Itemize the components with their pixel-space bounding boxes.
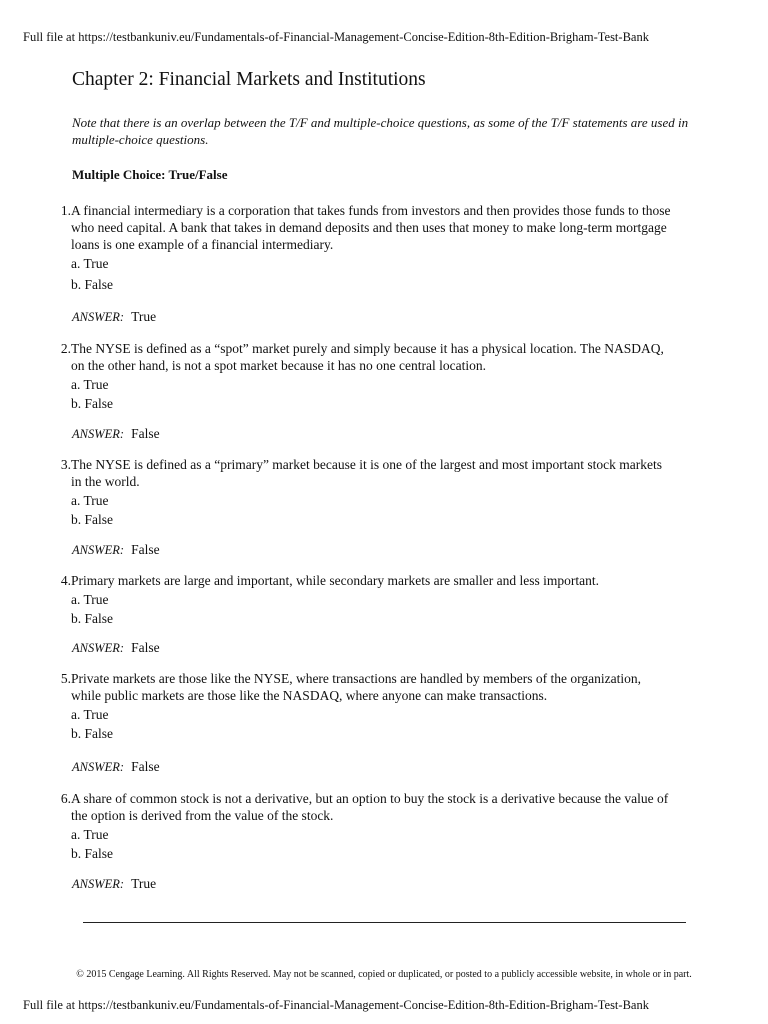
chapter-title: Chapter 2: Financial Markets and Institutions <box>72 69 426 90</box>
answer-label: ANSWER: <box>72 760 125 774</box>
option-true: a. True <box>71 707 109 722</box>
option-false: b. False <box>71 512 113 527</box>
option-false: b. False <box>71 846 113 861</box>
answer-1 <box>72 309 156 325</box>
question-6 <box>51 790 701 862</box>
answer-2 <box>72 426 160 442</box>
question-line: A financial intermediary is a corporation that takes funds from investors and then provides those funds to those <box>71 203 671 218</box>
answer-value: False <box>131 426 160 441</box>
answer-label: ANSWER: <box>72 641 125 655</box>
question-number: 4. <box>60 573 71 588</box>
option-true: a. True <box>71 493 109 508</box>
answer-value: False <box>131 759 160 774</box>
option-false: b. False <box>71 277 113 292</box>
question-number: 1. <box>60 203 71 218</box>
option-false: b. False <box>71 396 113 411</box>
question-4 <box>51 572 701 627</box>
answer-value: True <box>131 876 157 891</box>
answer-5 <box>72 759 160 775</box>
answer-label: ANSWER: <box>72 427 125 441</box>
question-1 <box>51 202 701 293</box>
question-text <box>71 572 701 589</box>
question-3 <box>51 456 701 528</box>
answer-value: True <box>131 309 157 324</box>
question-number: 2. <box>60 341 71 356</box>
question-text <box>71 340 701 374</box>
answer-label: ANSWER: <box>72 543 125 557</box>
answer-4 <box>72 640 160 656</box>
question-line: on the other hand, is not a spot market because it has no one central location. <box>71 358 486 373</box>
option-true: a. True <box>71 256 109 271</box>
question-text <box>71 670 701 704</box>
question-line: who need capital. A bank that takes in demand deposits and then uses that money to make long-term mortgage <box>71 220 667 235</box>
option-false: b. False <box>71 611 113 626</box>
question-line: while public markets are those like the NASDAQ, where anyone can make transactions. <box>71 688 548 703</box>
question-number: 3. <box>60 457 71 472</box>
overlap-note: Note that there is an overlap between the T/F and multiple-choice questions, as some of the T/F statements are used in multiple-choice questions. <box>72 115 689 147</box>
answer-value: False <box>131 640 160 655</box>
question-line: Private markets are those like the NYSE, where transactions are handled by members of the organization, <box>71 671 641 686</box>
answer-label: ANSWER: <box>72 877 125 891</box>
option-true: a. True <box>71 827 109 842</box>
header-source-link[interactable]: Full file at https://testbankuniv.eu/Fundamentals-of-Financial-Management-Concise-Edition-8th-Edition-Brigham-Test-Bank <box>23 30 649 44</box>
question-line: The NYSE is defined as a “primary” market because it is one of the largest and most important stock markets <box>71 457 662 472</box>
footer-divider <box>83 922 686 923</box>
option-true: a. True <box>71 377 109 392</box>
question-line: the option is derived from the value of the stock. <box>71 808 334 823</box>
answer-3 <box>72 542 160 558</box>
question-5 <box>51 670 701 742</box>
question-line: The NYSE is defined as a “spot” market purely and simply because it has a physical location. The NASDAQ, <box>71 341 664 356</box>
question-line: loans is one example of a financial intermediary. <box>71 237 334 252</box>
question-line: A share of common stock is not a derivative, but an option to buy the stock is a derivative because the value of <box>71 791 669 806</box>
question-line: in the world. <box>71 474 140 489</box>
question-2 <box>51 340 701 412</box>
option-true: a. True <box>71 592 109 607</box>
copyright-notice: © 2015 Cengage Learning. All Rights Reserved. May not be scanned, copied or duplicated, or posted to a publicly accessible website, in whole or in part. <box>76 969 692 980</box>
answer-label: ANSWER: <box>72 310 125 324</box>
question-number: 5. <box>60 671 71 686</box>
question-text <box>71 790 701 824</box>
section-heading: Multiple Choice: True/False <box>72 167 228 182</box>
footer-source-link[interactable]: Full file at https://testbankuniv.eu/Fundamentals-of-Financial-Management-Concise-Edition-8th-Edition-Brigham-Test-Bank <box>23 998 649 1012</box>
answer-6 <box>72 876 156 892</box>
question-text <box>71 456 701 490</box>
option-false: b. False <box>71 726 113 741</box>
question-line: Primary markets are large and important, while secondary markets are smaller and less important. <box>71 573 599 588</box>
question-number: 6. <box>60 791 71 806</box>
answer-value: False <box>131 542 160 557</box>
question-text <box>71 202 701 253</box>
